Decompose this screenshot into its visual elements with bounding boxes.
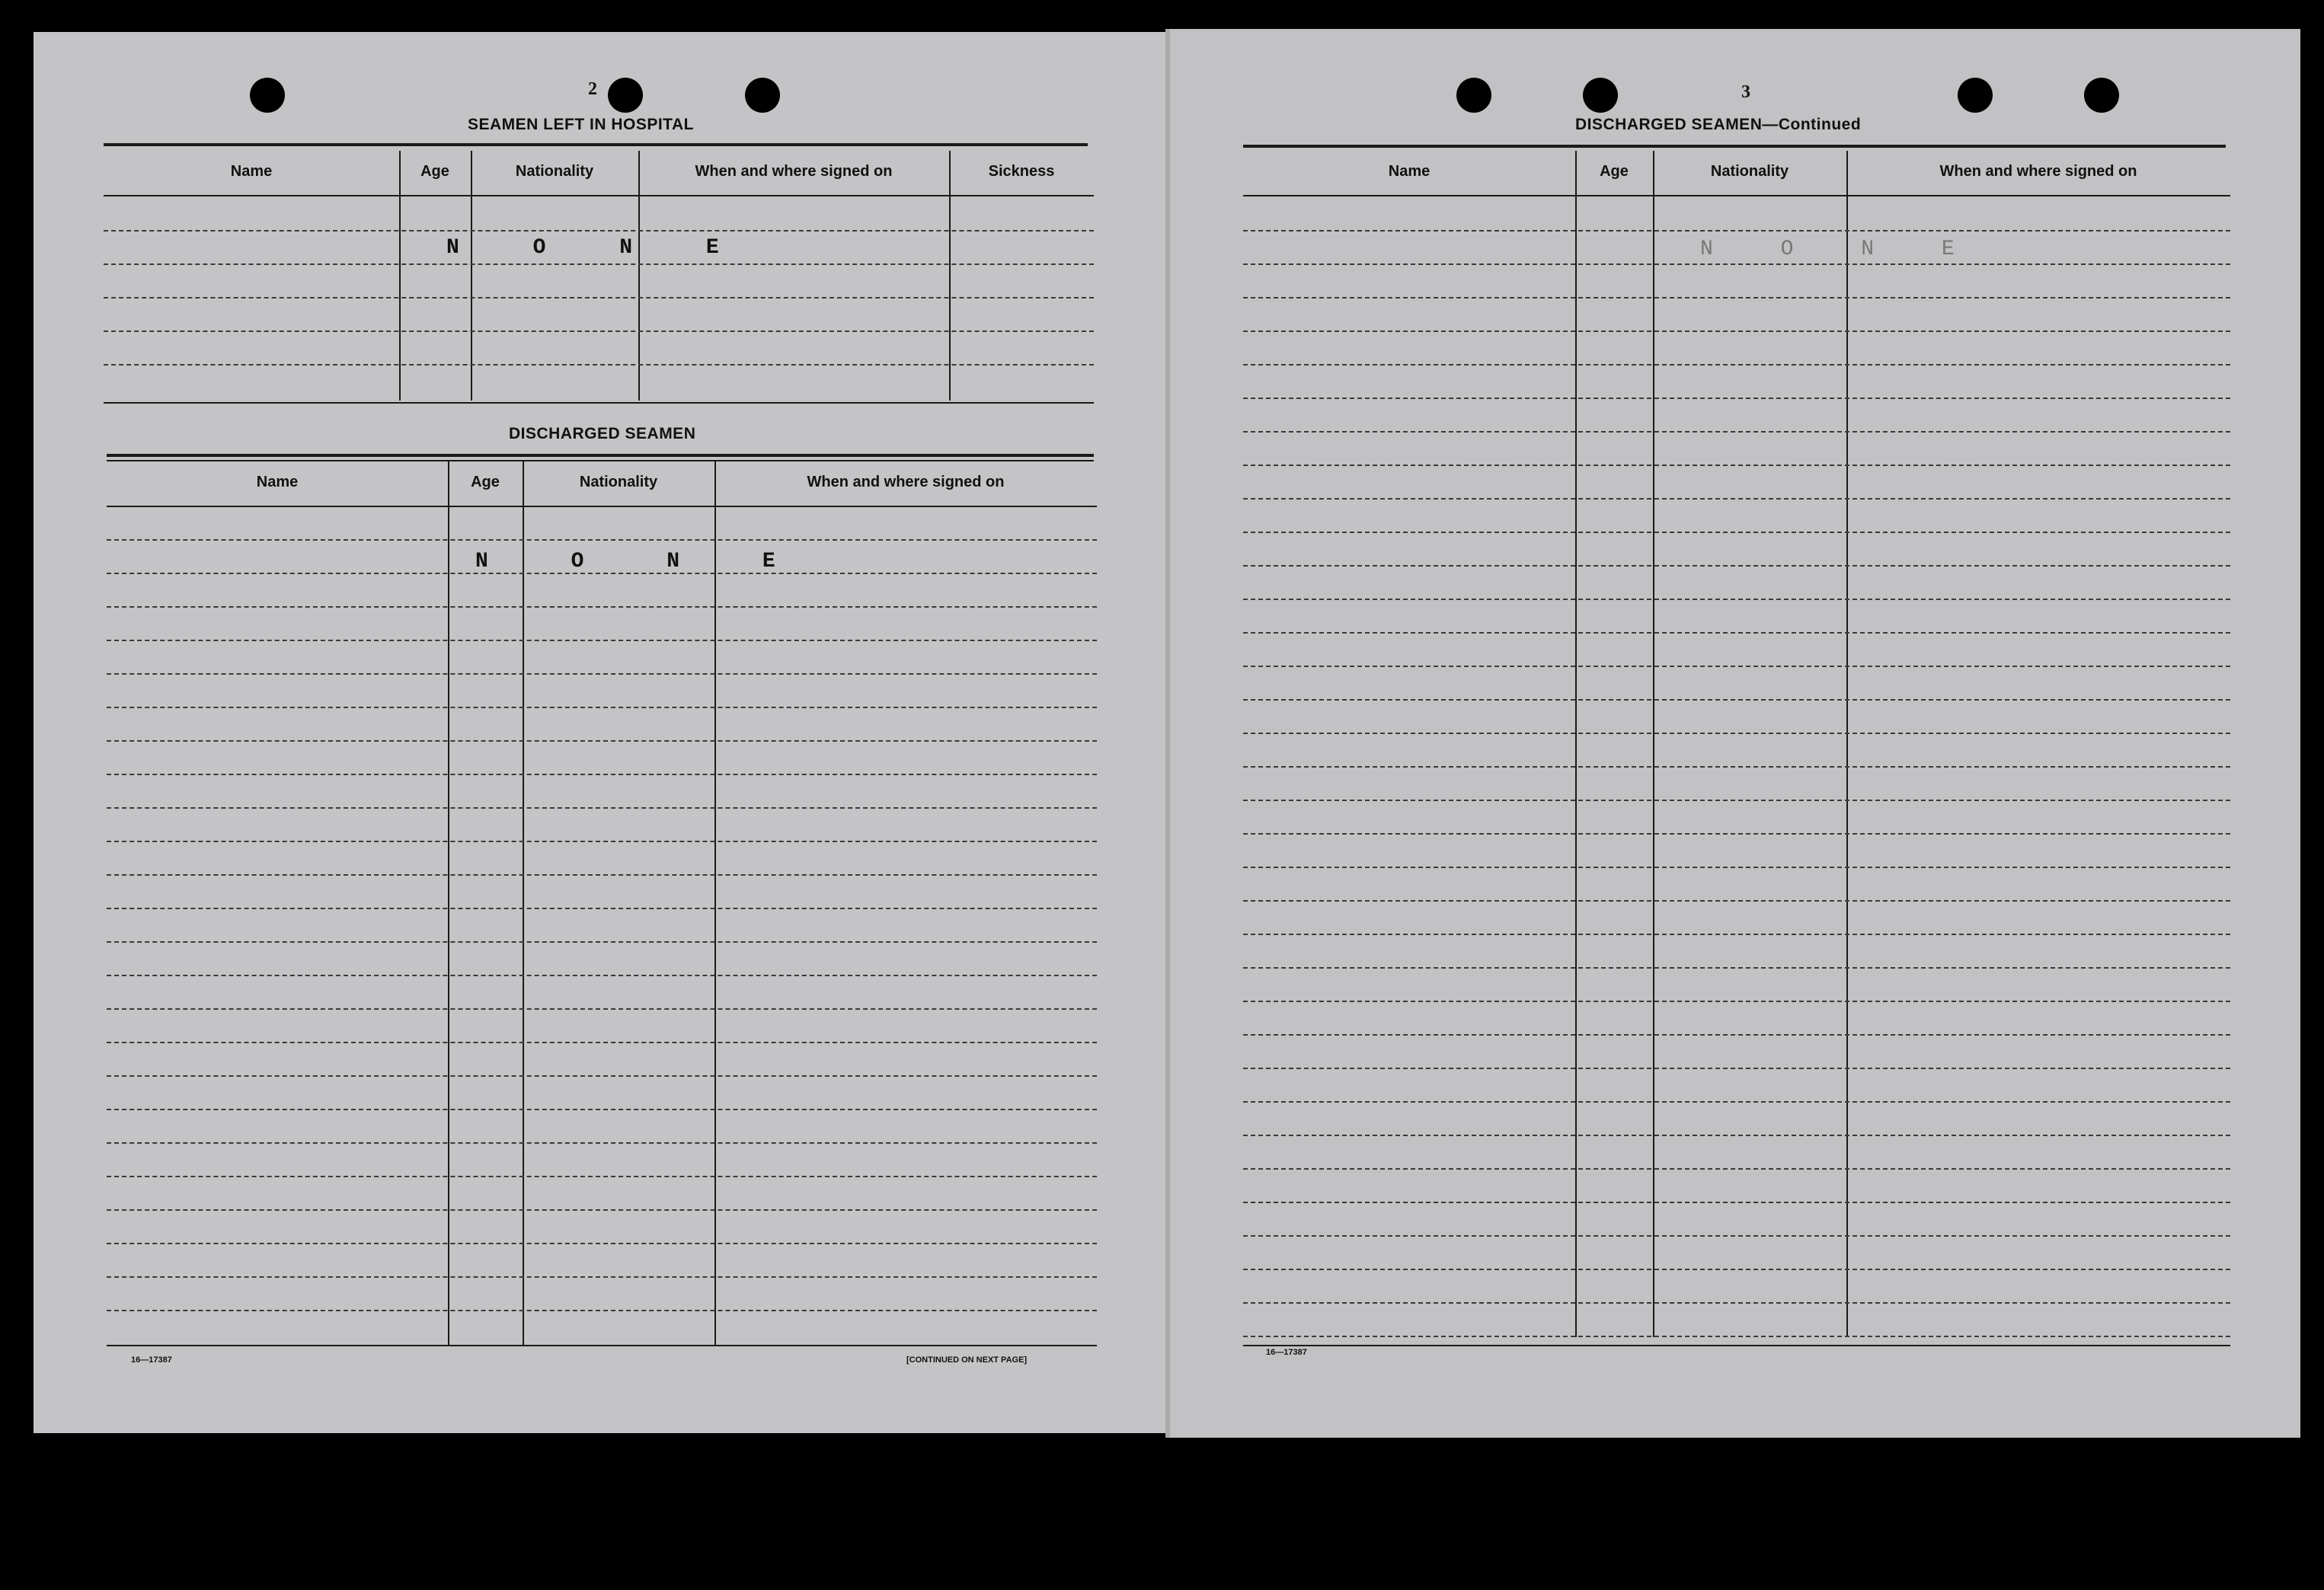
form-number: 16—17387 — [1266, 1348, 1307, 1357]
table-row-line — [1243, 867, 2230, 868]
table-row-line — [1243, 833, 2230, 835]
column-header-nationality: Nationality — [1710, 163, 1789, 180]
table-row-line — [107, 1243, 1097, 1244]
typed-none-entry: N O N E — [1700, 238, 1982, 261]
column-header-sickness: Sickness — [988, 163, 1055, 180]
table-row-line — [1243, 666, 2230, 667]
punch-hole — [1958, 78, 1993, 113]
header-bottom-rule — [107, 506, 1097, 507]
table-row-line — [107, 941, 1097, 943]
table-row-line — [1243, 900, 2230, 902]
column-divider — [1575, 151, 1577, 1337]
column-divider — [1846, 151, 1848, 1337]
column-header-signed-on: When and where signed on — [695, 163, 893, 180]
table-row-line — [107, 1176, 1097, 1177]
column-divider — [399, 151, 401, 401]
table-row-line — [107, 774, 1097, 775]
punch-hole — [250, 78, 285, 113]
punch-hole — [1456, 78, 1491, 113]
table-row-line — [1243, 1101, 2230, 1103]
title-continued: —Continued — [1762, 116, 1862, 133]
table-row-line — [107, 1109, 1097, 1110]
table-row-line — [1243, 398, 2230, 399]
column-divider — [714, 460, 716, 1345]
table-row-line — [1243, 1269, 2230, 1270]
column-header-name: Name — [256, 474, 299, 490]
table-bottom-rule — [1243, 1345, 2230, 1346]
page-fold — [1165, 29, 1170, 1438]
table-row-line — [1243, 1001, 2230, 1002]
column-divider — [949, 151, 951, 401]
discharged-continued-title — [1575, 116, 1861, 134]
header-bottom-rule — [104, 195, 1094, 196]
typed-none-entry: N O N E — [446, 236, 750, 260]
table-row-line — [107, 1310, 1097, 1311]
table-row-line — [1243, 498, 2230, 500]
table-row-line — [107, 640, 1097, 641]
table-row-line — [104, 230, 1094, 231]
column-header-nationality: Nationality — [515, 163, 594, 180]
table-row-line — [1243, 1068, 2230, 1069]
table-top-rule — [107, 454, 1094, 457]
table-top-rule — [1243, 145, 2226, 148]
form-number: 16—17387 — [131, 1355, 172, 1365]
table-row-line — [1243, 1168, 2230, 1170]
table-row-line — [107, 539, 1097, 541]
table-row-line — [1243, 934, 2230, 935]
table-row-line — [104, 330, 1094, 332]
column-header-signed-on: When and where signed on — [807, 474, 1005, 490]
table-row-line — [1243, 967, 2230, 969]
table-row-line — [1243, 364, 2230, 366]
table-row-line — [107, 807, 1097, 809]
table-row-line — [1243, 632, 2230, 634]
table-row-line — [1243, 733, 2230, 734]
punch-hole — [1583, 78, 1618, 113]
table-row-line — [104, 364, 1094, 366]
table-row-line — [107, 1209, 1097, 1211]
header-bottom-rule — [1243, 195, 2230, 196]
table-row-line — [107, 1142, 1097, 1144]
table-row-line — [107, 1075, 1097, 1077]
table-bottom-rule — [104, 402, 1094, 404]
column-header-age: Age — [471, 474, 500, 490]
table-row-line — [1243, 699, 2230, 701]
table-row-line — [1243, 1202, 2230, 1203]
table-row-line — [1243, 1336, 2230, 1337]
column-divider — [1653, 151, 1654, 1337]
table-row-line — [107, 975, 1097, 976]
table-row-line — [1243, 1135, 2230, 1136]
table-row-line — [107, 673, 1097, 675]
typed-none-entry: N O N E — [475, 550, 810, 573]
table-row-line — [1243, 766, 2230, 768]
punch-hole — [608, 78, 643, 113]
table-row-line — [1243, 297, 2230, 299]
table-row-line — [107, 606, 1097, 608]
table-row-line — [107, 707, 1097, 708]
discharged-section-title: DISCHARGED SEAMEN — [509, 425, 696, 442]
table-row-line — [1243, 532, 2230, 533]
table-row-line — [1243, 230, 2230, 231]
table-row-line — [107, 1008, 1097, 1010]
table-row-line — [1243, 565, 2230, 567]
hospital-section-title: SEAMEN LEFT IN HOSPITAL — [468, 116, 694, 133]
table-row-line — [1243, 1034, 2230, 1036]
table-top-rule — [104, 143, 1088, 146]
column-header-age: Age — [420, 163, 449, 180]
column-header-nationality: Nationality — [579, 474, 658, 490]
continued-note: [CONTINUED ON NEXT PAGE] — [906, 1355, 1028, 1365]
table-top-rule — [107, 460, 1094, 461]
table-row-line — [1243, 1235, 2230, 1237]
title-main: DISCHARGED SEAMEN — [1575, 116, 1763, 133]
table-row-line — [107, 573, 1097, 574]
punch-hole — [745, 78, 780, 113]
punch-hole — [2084, 78, 2119, 113]
column-header-age: Age — [1600, 163, 1629, 180]
column-header-name: Name — [230, 163, 273, 180]
page-number: 3 — [1741, 82, 1750, 102]
table-row-line — [1243, 800, 2230, 801]
table-row-line — [107, 908, 1097, 909]
column-header-signed-on: When and where signed on — [1939, 163, 2137, 180]
table-row-line — [107, 1276, 1097, 1278]
column-divider — [448, 460, 449, 1345]
table-bottom-rule — [107, 1345, 1097, 1346]
table-row-line — [1243, 431, 2230, 433]
table-row-line — [1243, 465, 2230, 466]
table-row-line — [107, 740, 1097, 742]
table-row-line — [107, 1042, 1097, 1043]
column-divider — [471, 151, 472, 401]
page-number: 2 — [588, 79, 597, 99]
table-row-line — [104, 297, 1094, 299]
table-row-line — [1243, 1302, 2230, 1304]
table-row-line — [1243, 330, 2230, 332]
column-divider — [638, 151, 640, 401]
table-row-line — [1243, 599, 2230, 600]
column-header-name: Name — [1388, 163, 1431, 180]
table-row-line — [1243, 263, 2230, 265]
table-row-line — [107, 841, 1097, 842]
table-row-line — [107, 874, 1097, 876]
table-row-line — [104, 263, 1094, 265]
column-divider — [523, 460, 524, 1345]
